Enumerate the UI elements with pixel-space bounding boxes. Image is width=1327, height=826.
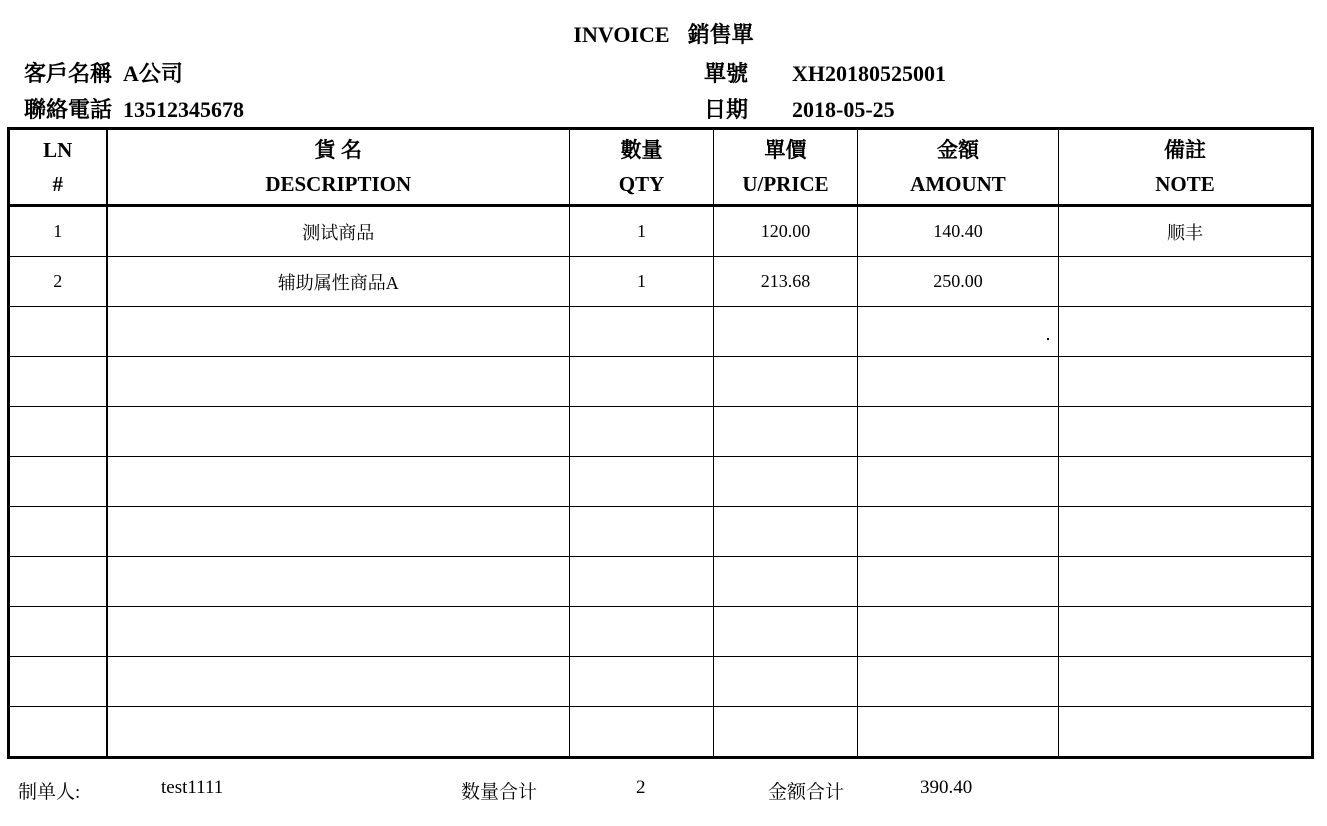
footer-qty-total-value: 2	[636, 777, 646, 798]
cell-ln: 2	[9, 257, 107, 307]
invoice-table	[7, 127, 1314, 759]
cell-amount	[858, 707, 1059, 758]
cell-qty: 1	[570, 257, 714, 307]
cell-amount	[858, 657, 1059, 707]
cell-unit-price	[714, 507, 858, 557]
cell-qty	[570, 707, 714, 758]
table-row	[9, 357, 1313, 407]
customer-name-row	[24, 57, 183, 88]
cell-note	[1059, 307, 1313, 357]
cell-ln	[9, 707, 107, 758]
table-row	[9, 507, 1313, 557]
cell-ln	[9, 307, 107, 357]
cell-amount	[858, 357, 1059, 407]
table-row	[9, 257, 1313, 307]
table-row	[9, 206, 1313, 257]
cell-unit-price	[714, 407, 858, 457]
table-row	[9, 307, 1313, 357]
order-date-value: 2018-05-25	[792, 97, 895, 122]
cell-description	[107, 707, 570, 758]
customer-name-label: 客戶名稱	[24, 61, 113, 86]
stray-dot-mark	[1047, 338, 1049, 340]
cell-unit-price	[714, 557, 858, 607]
cell-description	[107, 307, 570, 357]
cell-unit-price	[714, 357, 858, 407]
table-row	[9, 457, 1313, 507]
cell-unit-price	[714, 457, 858, 507]
footer-amount-total-value: 390.40	[920, 777, 973, 798]
header-unit-price: 單價 U/PRICE	[714, 129, 858, 206]
cell-unit-price	[714, 307, 858, 357]
cell-ln: 1	[9, 206, 107, 257]
customer-name-value: A公司	[123, 61, 183, 86]
cell-ln	[9, 457, 107, 507]
cell-description	[107, 407, 570, 457]
cell-ln	[9, 557, 107, 607]
header-description: 貨 名 DESCRIPTION	[107, 129, 570, 206]
title-en: INVOICE	[573, 22, 670, 47]
customer-phone-row	[24, 93, 244, 124]
order-no-label: 單號	[704, 61, 749, 86]
cell-amount: 250.00	[858, 257, 1059, 307]
cell-description	[107, 607, 570, 657]
cell-description	[107, 357, 570, 407]
cell-amount	[858, 557, 1059, 607]
cell-unit-price	[714, 607, 858, 657]
table-row	[9, 407, 1313, 457]
cell-amount: 140.40	[858, 206, 1059, 257]
cell-note	[1059, 407, 1313, 457]
order-no-row	[704, 57, 946, 88]
order-date-label: 日期	[704, 97, 749, 122]
cell-amount	[858, 407, 1059, 457]
invoice-title	[0, 18, 1327, 49]
footer-amount-total-label: 金额合计	[768, 782, 845, 803]
header-ln: LN #	[9, 129, 107, 206]
cell-note	[1059, 657, 1313, 707]
cell-qty	[570, 407, 714, 457]
cell-unit-price: 213.68	[714, 257, 858, 307]
cell-ln	[9, 507, 107, 557]
cell-qty	[570, 607, 714, 657]
cell-amount	[858, 507, 1059, 557]
footer-maker-label: 制单人:	[18, 782, 81, 803]
customer-phone-label: 聯絡電話	[24, 97, 113, 122]
cell-unit-price	[714, 657, 858, 707]
cell-note	[1059, 607, 1313, 657]
cell-description	[107, 557, 570, 607]
footer-qty-total-label: 数量合计	[461, 782, 538, 803]
cell-note	[1059, 707, 1313, 758]
cell-qty	[570, 557, 714, 607]
cell-amount	[858, 607, 1059, 657]
cell-note	[1059, 457, 1313, 507]
table-row	[9, 557, 1313, 607]
cell-unit-price	[714, 707, 858, 758]
table-row	[9, 707, 1313, 758]
cell-ln	[9, 607, 107, 657]
cell-qty	[570, 657, 714, 707]
header-note: 備註 NOTE	[1059, 129, 1313, 206]
cell-ln	[9, 407, 107, 457]
cell-description	[107, 507, 570, 557]
cell-description	[107, 657, 570, 707]
title-zh: 銷售單	[687, 22, 754, 47]
cell-note	[1059, 557, 1313, 607]
cell-qty	[570, 507, 714, 557]
cell-qty	[570, 307, 714, 357]
cell-description	[107, 457, 570, 507]
cell-unit-price: 120.00	[714, 206, 858, 257]
cell-description: 辅助属性商品A	[107, 257, 570, 307]
cell-note	[1059, 507, 1313, 557]
cell-ln	[9, 657, 107, 707]
cell-note	[1059, 257, 1313, 307]
table-row	[9, 607, 1313, 657]
cell-qty: 1	[570, 206, 714, 257]
cell-qty	[570, 357, 714, 407]
table-header-row	[9, 129, 1313, 206]
table-row	[9, 657, 1313, 707]
cell-description: 测试商品	[107, 206, 570, 257]
header-qty: 數量 QTY	[570, 129, 714, 206]
cell-amount	[858, 307, 1059, 357]
cell-note: 顺丰	[1059, 206, 1313, 257]
cell-qty	[570, 457, 714, 507]
customer-phone-value: 13512345678	[123, 97, 245, 122]
header-amount: 金額 AMOUNT	[858, 129, 1059, 206]
order-no-value: XH20180525001	[792, 61, 946, 86]
cell-amount	[858, 457, 1059, 507]
footer-maker-value: test1111	[161, 777, 224, 798]
cell-note	[1059, 357, 1313, 407]
cell-ln	[9, 357, 107, 407]
order-date-row	[704, 93, 895, 124]
